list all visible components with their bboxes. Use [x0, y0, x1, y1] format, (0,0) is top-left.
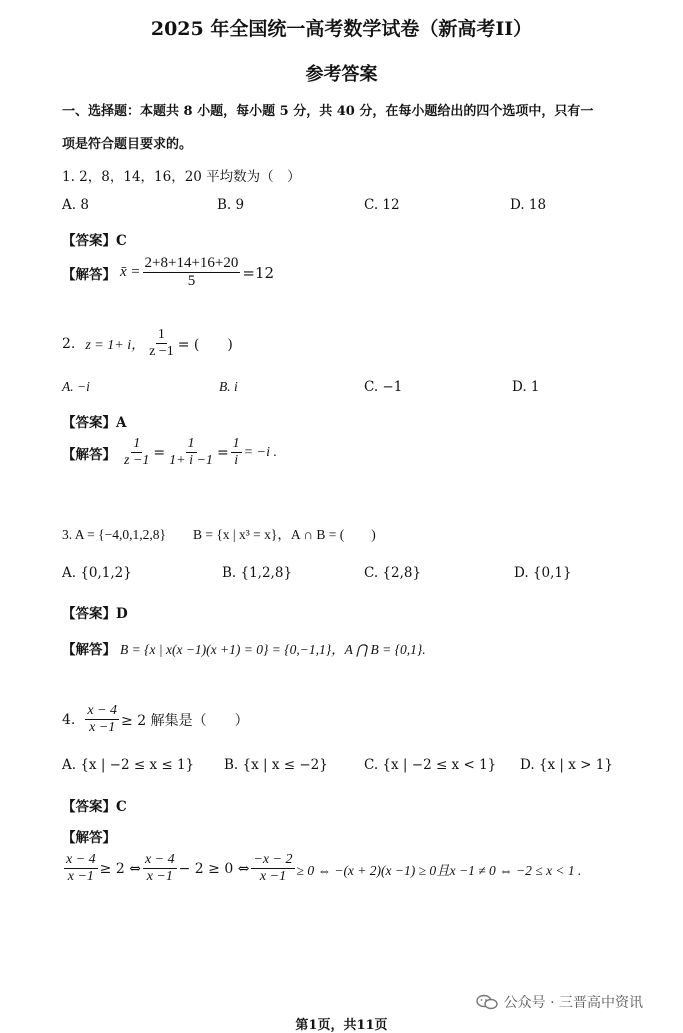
q1-answer-value: C [116, 233, 127, 249]
wechat-icon [476, 994, 498, 1010]
q2-stem-denominator: z −1 [149, 344, 174, 360]
q4-option-b: B. {x | x ≤ −2} [224, 757, 328, 773]
solution-label: 【解答】 [62, 266, 116, 283]
q2-sol-f3-num: 1 [231, 436, 242, 453]
q3-solution [62, 638, 426, 658]
q4-solution-label: 【解答】 [62, 830, 116, 846]
q4-sol-f3-num: −x − 2 [251, 852, 294, 869]
q2-answer-value: A [116, 415, 127, 431]
watermark [476, 992, 643, 1012]
page-title: 2025 年全国统一高考数学试卷（新高考II） [150, 18, 533, 40]
q1-option-c: C. 12 [364, 197, 400, 213]
q3-option-d: D. {0,1} [514, 565, 572, 581]
q4-sol-step3: ≥ 0 ⇔ −(x + 2)(x −1) ≥ 0且x −1 ≠ 0 ⇔ −2 ≤ x < 1 . [296, 862, 582, 878]
q4-sol-f1-num: x − 4 [64, 852, 98, 869]
answer-label: 【答案】 [62, 799, 116, 815]
q4-stem-fraction [85, 703, 119, 736]
q2-sol-fraction-1 [122, 436, 151, 469]
q2-sol-f2-den: 1+ i −1 [169, 453, 213, 469]
q2-sol-fraction-2 [167, 436, 215, 469]
q1-sol-lhs: x̄ = [120, 264, 141, 281]
solution-label: 【解答】 [62, 446, 116, 463]
q2-option-a: A. −i [62, 379, 90, 394]
q3-stem: 3. A = {−4,0,1,2,8} B = {x | x³ = x}，A ∩ B = ( ) [62, 527, 376, 542]
q4-sol-f2-den: x −1 [146, 869, 173, 885]
q4-number: 4. [62, 711, 76, 728]
page-subtitle: 参考答案 [305, 64, 378, 85]
page-number: 第1页，共11页 [295, 1018, 388, 1033]
q2-sol-f3-den: i [234, 453, 239, 469]
q2-stem-fraction [147, 327, 176, 360]
q1-option-d: D. 18 [510, 197, 547, 213]
q2-sol-f2-num: 1 [186, 436, 197, 453]
q4-sol-fraction-2 [143, 852, 177, 885]
q3-option-b: B. {1,2,8} [222, 565, 293, 581]
section-instruction-line2: 项是符合题目要求的。 [62, 137, 193, 152]
q2-sol-f1-den: z −1 [124, 453, 150, 469]
q2-option-b: B. i [219, 379, 238, 394]
q1-option-b: B. 9 [217, 197, 245, 213]
q2-sol-f1-num: 1 [131, 436, 142, 453]
q4-stem-numerator: x − 4 [85, 703, 119, 720]
q4-option-d: D. {x | x > 1} [520, 757, 613, 773]
section-instruction-line1: 一、选择题：本题共 8 小题，每小题 5 分，共 40 分，在每小题给出的四个选项中，只有一 [62, 104, 594, 119]
q4-sol-f3-den: x −1 [259, 869, 287, 885]
watermark-text: 公众号 · 三晋高中资讯 [503, 995, 643, 1011]
q4-sol-step2: − 2 ≥ 0 ⇔ [178, 860, 250, 877]
q2-sol-eq2: = [216, 444, 229, 461]
q2-option-d: D. 1 [512, 379, 540, 395]
q1-sol-denominator: 5 [187, 273, 196, 290]
q3-answer-value: D [116, 606, 128, 622]
q4-sol-f2-num: x − 4 [143, 852, 177, 869]
q2-sol-fraction-3 [231, 436, 242, 469]
q4-stem [62, 703, 249, 736]
q2-solution [62, 436, 277, 469]
q1-sol-fraction [143, 255, 241, 291]
q1-solution [62, 255, 274, 291]
answer-label: 【答案】 [62, 415, 116, 431]
q4-answer [62, 795, 127, 815]
q2-sol-tail: = −i . [243, 444, 277, 460]
answer-label: 【答案】 [62, 606, 116, 622]
q4-answer-value: C [116, 799, 127, 815]
q1-option-a: A. 8 [62, 197, 89, 213]
q4-sol-fraction-3 [251, 852, 294, 885]
answer-label: 【答案】 [62, 233, 116, 249]
q2-sol-eq1: = [153, 444, 166, 461]
q4-option-c: C. {x | −2 ≤ x < 1} [364, 757, 497, 773]
q2-stem-part1: z = 1+ i， [85, 337, 146, 353]
q4-sol-fraction-1 [64, 852, 98, 885]
q1-sol-numerator: 2+8+14+16+20 [143, 255, 241, 273]
q2-stem [62, 327, 233, 360]
q4-stem-part2: ≥ 2 解集是（ ） [121, 712, 249, 729]
q1-answer [62, 229, 127, 249]
q3-answer [62, 602, 128, 622]
q2-stem-part2: = ( ) [177, 336, 233, 353]
q3-option-c: C. {2,8} [364, 565, 422, 581]
q1-sol-rhs: =12 [242, 263, 275, 282]
q2-answer [62, 411, 126, 431]
q4-solution [62, 852, 581, 885]
q2-option-c: C. −1 [364, 379, 403, 395]
solution-label: 【解答】 [62, 642, 116, 658]
q4-stem-denominator: x −1 [89, 720, 116, 736]
q4-option-a: A. {x | −2 ≤ x ≤ 1} [62, 757, 195, 773]
q1-stem: 1. 2，8，14，16，20 平均数为（ ） [62, 169, 301, 185]
q2-number: 2. [62, 335, 76, 352]
q3-option-a: A. {0,1,2} [62, 565, 132, 581]
q4-sol-step1: ≥ 2 ⇔ [99, 860, 141, 877]
q4-sol-f1-den: x −1 [67, 869, 94, 885]
q2-stem-numerator: 1 [156, 327, 167, 344]
q3-solution-text: B = {x | x(x −1)(x +1) = 0} = {0,−1,1}，A ⋂ B = {0,1}. [120, 642, 426, 657]
